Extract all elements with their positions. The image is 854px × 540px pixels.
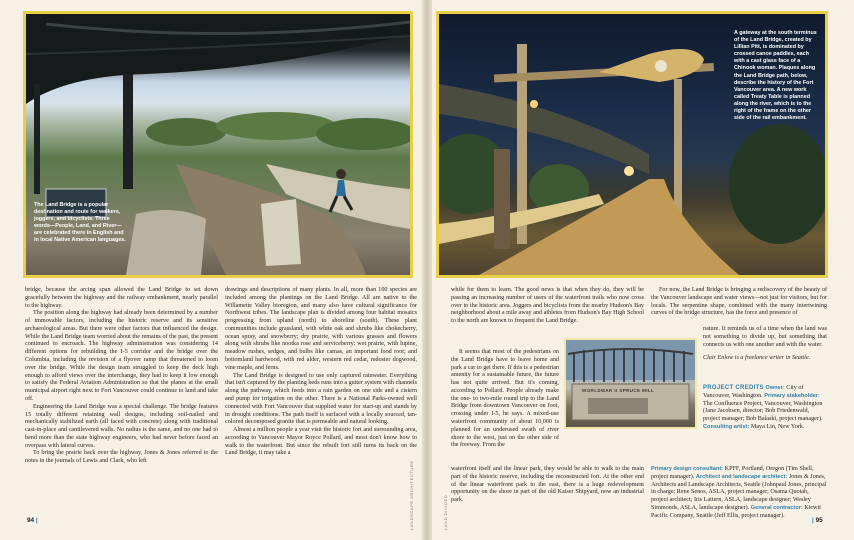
credit-value: City of Vancouver, Washington. — [703, 385, 804, 399]
paragraph: Engineering the Land Bridge was a special challenge. The bridge features 15 totally different retaining wall designs, including soil-nailed and mechanically stabilized earth (all faced with concrete) along with traditional cast-in-place and cantilevered walls. No radius is the same, and no one had to bend more than the state highway engineers, who had never before faced an overpass with lateral curves. — [25, 403, 218, 449]
page-number-left: 94 | — [27, 517, 38, 524]
running-head-left: LANDSCAPE ARCHITECTURE — [409, 460, 414, 530]
caption-right: A gateway at the south terminus of the Land Bridge, created by Lillian Pitt, is dominated by crossed canoe paddles, each with a cast glass face of a Chinook woman. Plaques along the Land Bridge path, below, describe the history of the Fort Vancouver area. A new work called Treaty Table is planned along the river, which is to the right of the frame on the other side of the rail embankment. — [734, 30, 817, 122]
paragraph: while for them to learn. The good news is that when they do, they will be passing an increasing number of users of the waterfront trails who now cross over to the historic area. Joggers and bicyclists from the nearby Hudson's Bay neighborhood about a mile away and athletes from Hudson's Bay High School to the north are known to frequent the Land Bridge. — [451, 287, 644, 325]
credit-label: Owner: — [765, 385, 785, 391]
photo-land-bridge-path — [23, 11, 413, 278]
credit-value: The Confluence Project, Vancouver, Washington (Jane Jacobsen, director; Bob Friedenwald, project manager; Bob Balaski, project manager). — [703, 400, 823, 423]
text-column-4-narrow — [703, 326, 827, 363]
credit-value: KPFF, Portland, Oregon (Tim Shell, project manager). — [651, 466, 814, 480]
project-credits-continued — [651, 466, 827, 520]
text-column-3-top — [451, 287, 644, 326]
text-column-3-narrow — [451, 349, 559, 450]
paragraph: bridge, because the arcing span allowed the Land Bridge to set down gracefully between the highway and the railway embankment, nearly parallel to the highway. — [25, 287, 218, 309]
page-number-right: | 95 — [812, 517, 823, 524]
running-head-right: LAND DIVIDED — [443, 494, 448, 530]
credit-value: Maya Lin, New York. — [750, 423, 805, 430]
paragraph: The Land Bridge is designed to use only captured rainwater. Everything that isn't captured by the planting beds runs into a gutter system with channels along the pathway, which feeds into a rain garden on one side and a cistern and pump for irrigation on the other. There is a National Parks-owned well connected with Fort Vancouver that supplied water for start-up and stands by in drought conditions. The path itself is surfaced with a locally sourced, tan-colored decomposed granite that is permeable and natural looking. — [225, 372, 417, 426]
photo-gateway-paddles — [436, 11, 828, 278]
text-column-1 — [25, 287, 218, 466]
credit-label: General contractor: — [750, 504, 803, 511]
page-gutter — [422, 0, 432, 540]
text-column-4-top — [651, 287, 827, 318]
credit-label: Architect and landscape architect: — [695, 473, 788, 480]
paragraph: waterfront itself and the linear park, they would be able to walk to the main part of the historic reserve, including the reconstructed fort. At the other end of the linear waterfront park to the east, there is a huge redevelopment opportunity on the shore in part of the old Kaiser Shipyard, now an industrial park. — [451, 466, 644, 504]
paragraph: drawings and descriptions of many plants. In all, more than 100 species are included among the plantings on the Land Bridge. All are native to the Willamette Valley bioregion, and many also have cultural significance for Northwest tribes. The landscape plan is divided among four habitat mosaics progressing from upland (north) to shoreline (south). These plant communities include grassland, with white oak and shrubs like chokecherry, ocean spray, and snowberry; dry prairie, with various grasses and flowers along with shrubs like nootka rose and serviceberry; wet prairie, with lupine, meadow rushes, sedges, and bulbs like camas, an important food root; and bottomland hardwood, with red alder, western red cedar, redosier dogwood, vine maple, and ferns. — [225, 287, 417, 371]
paragraph: Almost a million people a year visit the historic fort and surrounding area, according to Vancouver Mayor Royce Pollard, and most don't know how to walk to the waterfront. But since the rebuilt fort still turns its back on the Land Bridge, it may take a — [225, 427, 417, 457]
paragraph: nature. It reminds us of a time when the land was not something to divide up, but something that connects us with one another and with the water. — [703, 326, 827, 348]
inset-illustration — [566, 340, 695, 427]
credit-value: Kiewit Pacific Company, Seattle (Jeff Ellis, project manager). — [651, 504, 821, 519]
credit-value: Jones & Jones, Architects and Landscape Architects, Seattle (Johnpaul Jones, principal in charge; Rene Senos, ASLA, project manager; Osama Quotah, project architect; Iris Lattern, ASLA, landscape designer; Wesley Simmonds, ASLA, landscape designer). — [651, 473, 827, 511]
plaque-title: WORLDWAR II SPRUCE MILL — [582, 388, 655, 393]
credit-label: Primary design consultant: — [651, 466, 724, 472]
paragraph: For now, the Land Bridge is bringing a rediscovery of the beauty of the Vancouver landscape and water views—not just for visitors, but for locals. The serpentine shape, combined with the many intertwining curves of the bridge structure, has the force and presence of — [651, 287, 827, 317]
author-byline: Clair Enlow is a freelance writer in Seattle. — [703, 355, 811, 362]
paragraph: To bring the prairie back over the highway, Jones & Jones referred to the notes in the journals of Lewis and Clark, who left — [25, 450, 218, 465]
project-credits — [703, 385, 827, 432]
paragraph: It seems that most of the pedestrians on the Land Bridge have to leave home and park a car to get there. If this is a pedestrian amenity for a sustainable future, the future has not quite arrived. But it's coming, according to Pollard. People already make the one- to two-mile round trip to the Land Bridge from downtown Vancouver on foot, crossing under I-5, he says. A mixed-use waterfront community of about 10,000 is planned for an underused swath of river shore to the west, just on the other side of the freeway. From the — [451, 349, 559, 449]
caption-left: The Land Bridge is a popular destination and route for walkers, joggers, and bicyclists. Three words—People, Land, and River—are celebrated there in English and in local Native American languages. — [34, 202, 126, 244]
credit-label: Primary stakeholder: — [764, 392, 820, 399]
credit-label: Consulting artist: — [703, 423, 750, 430]
credits-heading: PROJECT CREDITS — [703, 385, 764, 391]
text-column-3-bottom — [451, 466, 644, 505]
photo-history-plaque — [564, 338, 697, 429]
text-column-2 — [225, 287, 417, 458]
paragraph: The position along the highway had already been determined by a number of immovable factors, including the historic reserve and its sensitive archaeological areas. But there were other factors that influenced the design. While the Land Bridge team worried about the remains of the past, the present continued to encroach. The highway administration was considering 14 different options for rebuilding the I-5 corridor and the bridge over the Columbia, including the revision of a flyover ramp that threatened to loom over the bridge. While the design team struggled to keep the deck high enough to afford views over the interchange, they had to keep it low enough to satisfy the Federal Aviation Administration so that the planes at the small municipal airport right next to Fort Vancouver could continue to land and take off. — [25, 310, 218, 402]
page-number-value: 95 — [815, 517, 823, 524]
page-number-value: 94 — [27, 517, 35, 524]
